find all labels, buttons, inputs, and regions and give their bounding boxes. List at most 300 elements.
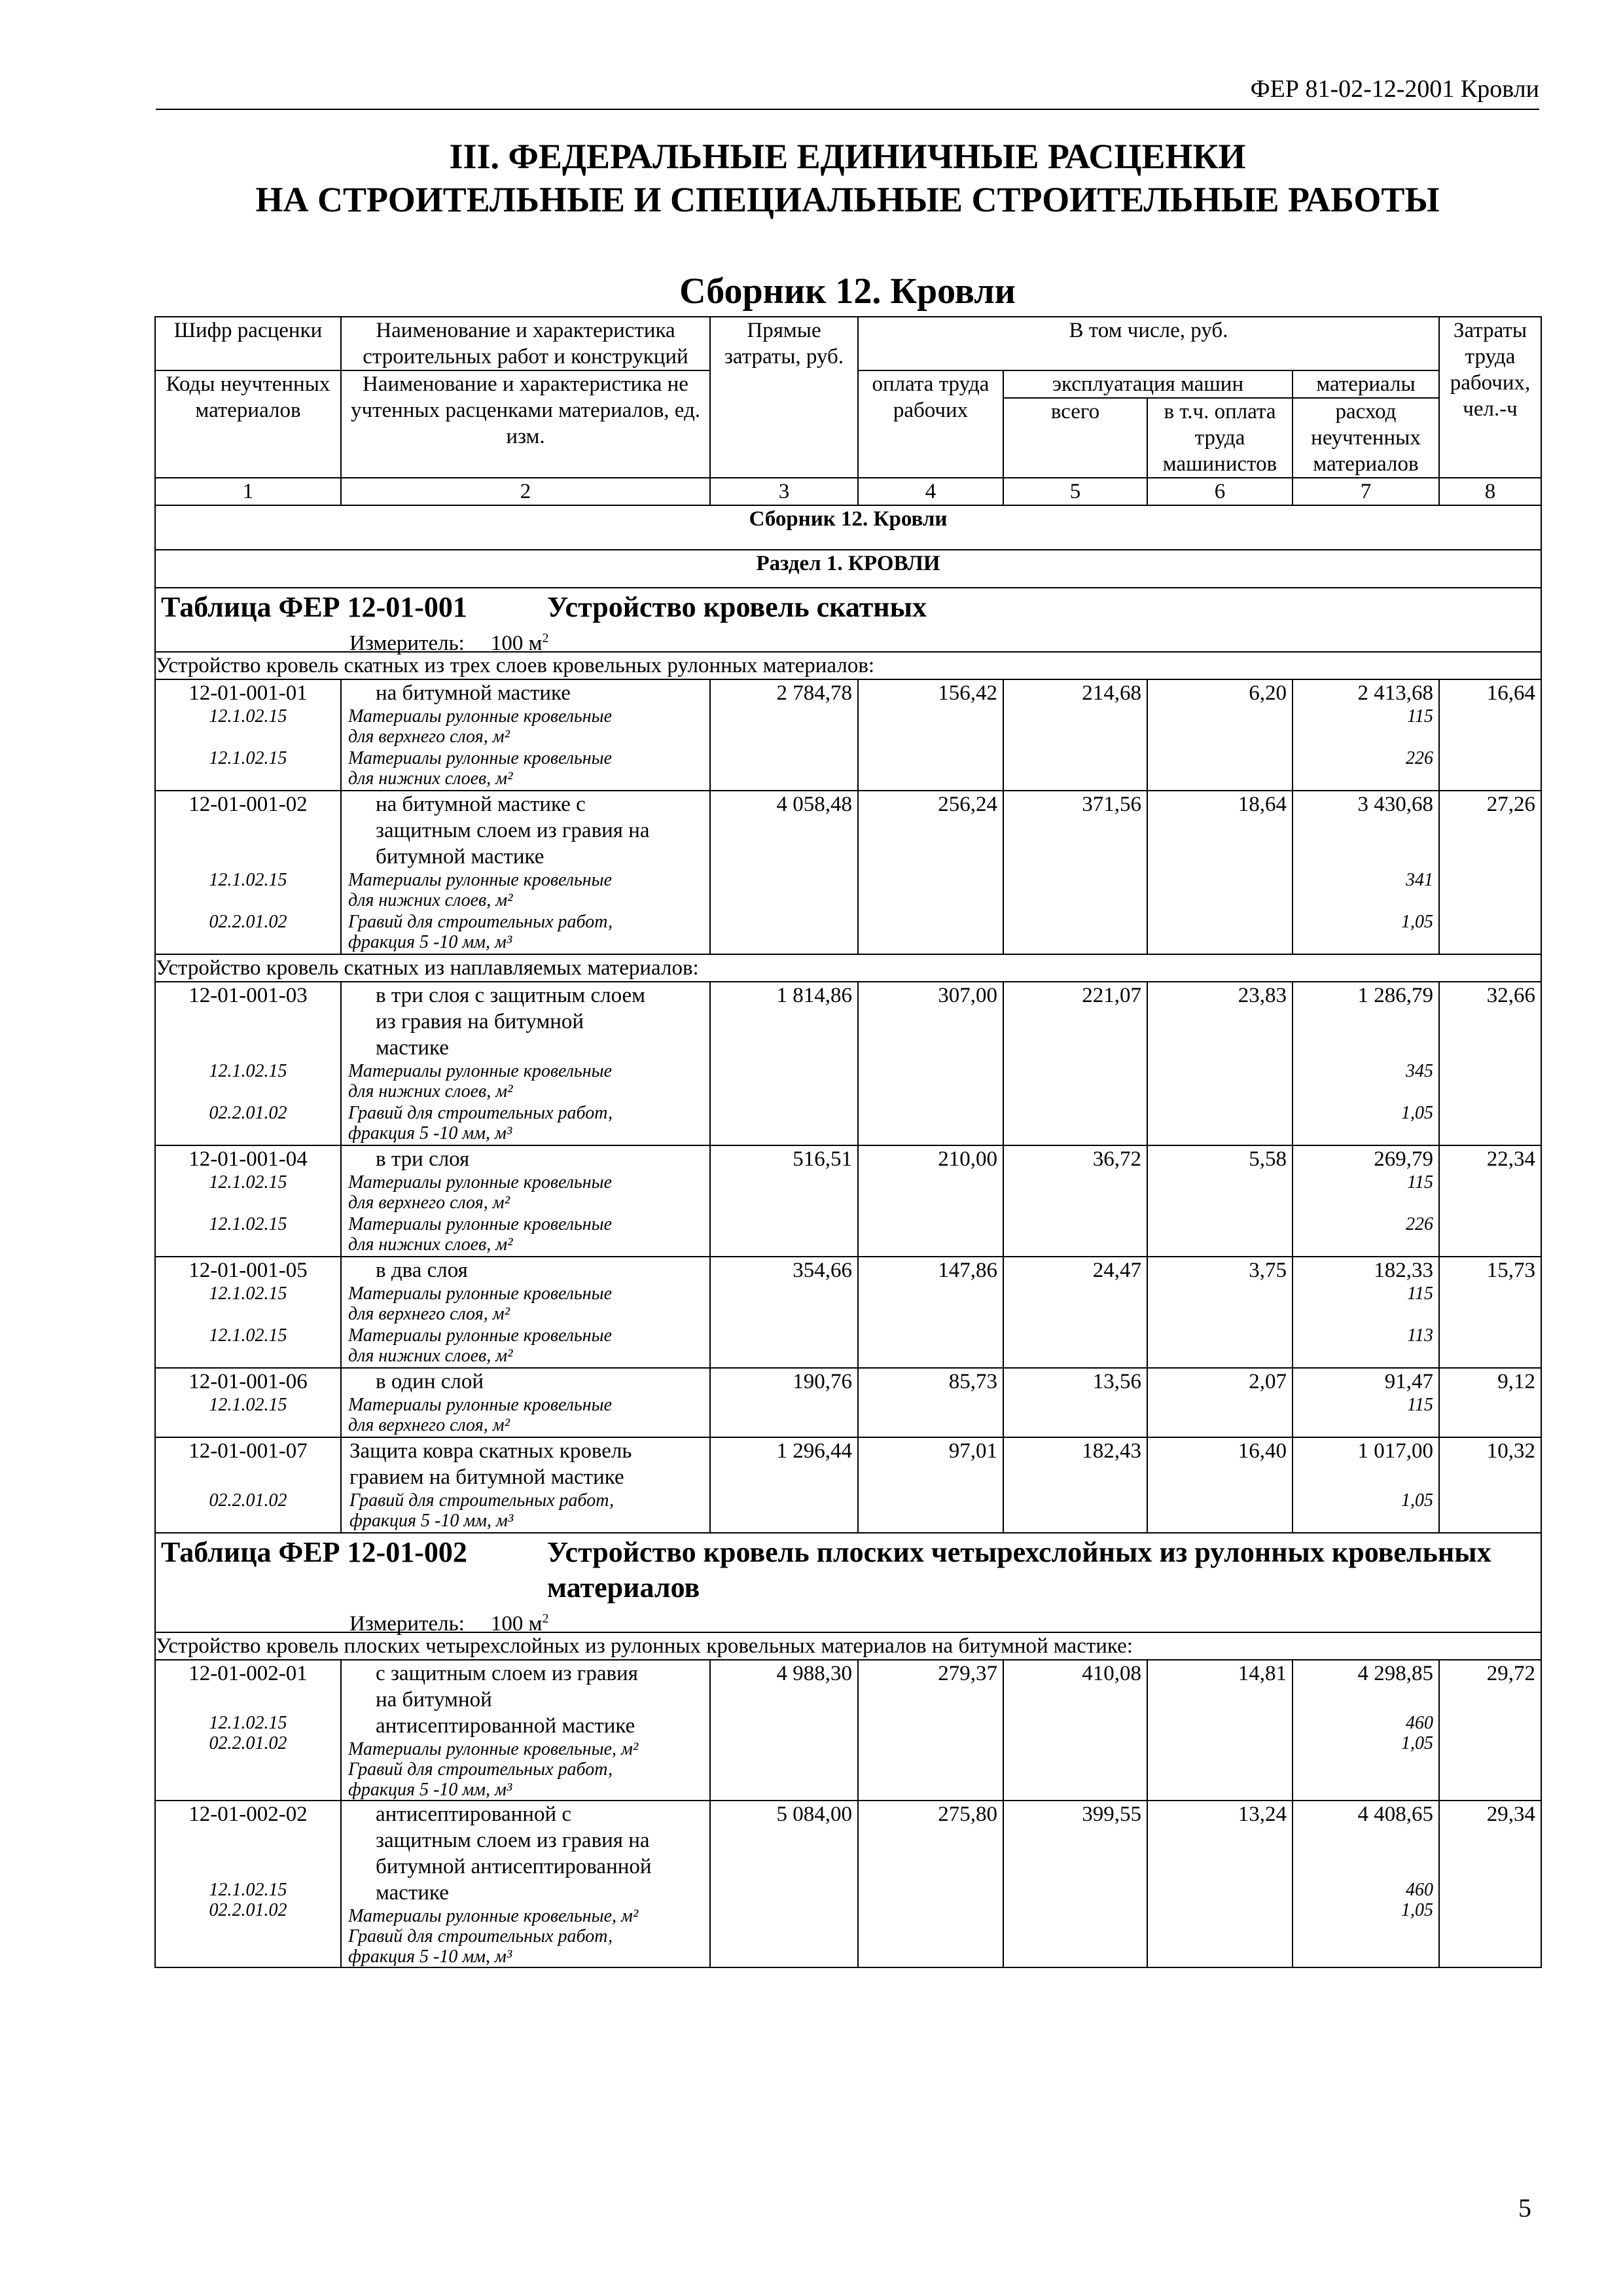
code-cell <box>155 982 341 1145</box>
value-hours <box>1439 1660 1541 1801</box>
rate-code: 12-01-001-06 <box>188 1370 308 1393</box>
group-row <box>155 652 1541 679</box>
header-materials: материалы <box>1293 370 1439 398</box>
value-direct-text: 4 988,30 <box>776 1662 852 1685</box>
value-mach-labor <box>1147 1801 1293 1967</box>
value-direct-text: 354,66 <box>793 1259 852 1282</box>
material-qty: 1,05 <box>1401 912 1434 932</box>
material-qty: 1,05 <box>1401 1733 1434 1753</box>
value-mach-labor <box>1147 1368 1293 1437</box>
name-cell <box>341 982 710 1145</box>
table-id: Таблица ФЕР 12-01-002 <box>161 1536 467 1568</box>
value-direct <box>710 791 858 954</box>
rate-name-line: на битумной мастике <box>376 681 571 705</box>
col-number: 6 <box>1147 478 1293 505</box>
spacer <box>156 844 340 870</box>
material-code: 12.1.02.15 <box>209 748 287 768</box>
value-mach-labor <box>1147 982 1293 1145</box>
value-mach-labor-text: 23,83 <box>1238 984 1287 1007</box>
meter-unit-exponent: 2 <box>542 631 549 645</box>
code-cell <box>155 1660 341 1801</box>
rate-code: 12-01-001-03 <box>188 984 308 1007</box>
rate-name-line: на битумной <box>376 1688 492 1712</box>
value-labor <box>858 1660 1003 1801</box>
value-labor <box>858 1257 1003 1368</box>
value-mat-text: 4 408,65 <box>1357 1803 1434 1826</box>
value-mach <box>1003 1660 1147 1801</box>
header-code2: Коды неучтенных материалов <box>155 370 341 478</box>
value-direct-text: 4 058,48 <box>776 793 852 816</box>
material-name-line: для нижних слоев, м² <box>348 1081 513 1102</box>
material-name-line: Материалы рулонные кровельные <box>348 1395 612 1415</box>
value-labor <box>858 982 1003 1145</box>
value-mach <box>1003 1145 1147 1257</box>
value-mach-text: 13,56 <box>1092 1370 1141 1393</box>
value-hours <box>1439 791 1541 954</box>
value-mat <box>1293 982 1439 1145</box>
material-name-line: фракция 5 -10 мм, м³ <box>348 1780 512 1800</box>
value-mach-labor-text: 14,81 <box>1238 1662 1287 1685</box>
group-title: Устройство кровель скатных из трех слоев кровельных рулонных материалов: <box>155 652 1541 679</box>
rate-code: 12-01-002-02 <box>188 1803 308 1826</box>
value-mat <box>1293 1437 1439 1533</box>
col-number: 5 <box>1003 478 1147 505</box>
value-mat-text: 4 298,85 <box>1357 1662 1434 1685</box>
value-mach-text: 410,08 <box>1082 1662 1141 1685</box>
material-qty: 460 <box>1406 1713 1434 1733</box>
page-number: 5 <box>1518 2193 1531 2223</box>
spacer <box>156 1687 340 1713</box>
value-direct-text: 1 814,86 <box>776 984 852 1007</box>
material-name-line: Материалы рулонные кровельные <box>348 1061 612 1081</box>
value-mat-text: 3 430,68 <box>1357 793 1434 816</box>
value-hours <box>1439 1257 1541 1368</box>
material-qty: 345 <box>1406 1061 1434 1081</box>
value-direct <box>710 679 858 791</box>
value-hours-text: 10,32 <box>1486 1439 1536 1463</box>
rate-code: 12-01-001-04 <box>188 1147 308 1171</box>
value-mach-labor-text: 3,75 <box>1249 1259 1287 1282</box>
material-name-line: для нижних слоев, м² <box>348 768 513 789</box>
material-name-line: Гравий для строительных работ, <box>348 1103 613 1123</box>
material-name-line: для верхнего слоя, м² <box>348 1415 510 1435</box>
col-number: 4 <box>858 478 1003 505</box>
header-name2: Наименование и характеристика не учтенных расценками материалов, ед. изм. <box>341 370 710 478</box>
code-cell <box>155 791 341 954</box>
material-name-line: Материалы рулонные кровельные <box>348 1214 612 1234</box>
value-direct-text: 190,76 <box>793 1370 852 1393</box>
value-mat <box>1293 1257 1439 1368</box>
value-mach-text: 371,56 <box>1082 793 1141 816</box>
value-mat <box>1293 1145 1439 1257</box>
spacer <box>1293 1035 1433 1061</box>
spacer <box>156 1464 340 1490</box>
value-direct <box>710 1368 858 1437</box>
rate-name-line: в три слоя с защитным слоем <box>376 984 646 1007</box>
value-hours-text: 29,34 <box>1486 1803 1536 1826</box>
value-labor-text: 307,00 <box>938 984 997 1007</box>
material-name-line: для верхнего слоя, м² <box>348 1193 510 1213</box>
material-qty: 1,05 <box>1401 1490 1434 1511</box>
spacer <box>1293 1009 1433 1035</box>
material-code: 12.1.02.15 <box>209 1061 287 1081</box>
header-mat-expense: расход неучтенных материалов <box>1293 398 1439 478</box>
value-mach-labor <box>1147 791 1293 954</box>
value-hours-text: 27,26 <box>1486 793 1536 816</box>
meter-value: 100 м <box>490 1612 543 1636</box>
spacer <box>1293 844 1433 870</box>
rate-code: 12-01-001-01 <box>188 681 308 705</box>
value-mach-text: 182,43 <box>1082 1439 1141 1463</box>
material-code: 02.2.01.02 <box>209 1900 287 1920</box>
value-labor-text: 256,24 <box>938 793 997 816</box>
value-mach-labor <box>1147 1437 1293 1533</box>
material-code: 12.1.02.15 <box>209 1713 287 1733</box>
rate-name-line: защитным слоем из гравия на <box>376 1829 650 1852</box>
value-mach-labor <box>1147 1257 1293 1368</box>
material-qty: 341 <box>1406 870 1434 890</box>
column-numbers-row <box>155 478 1541 505</box>
material-qty: 226 <box>1406 1214 1434 1234</box>
material-name-line: фракция 5 -10 мм, м³ <box>348 1946 512 1967</box>
value-direct-text: 516,51 <box>793 1147 852 1171</box>
value-labor <box>858 679 1003 791</box>
material-name <box>349 1490 705 1532</box>
value-mach <box>1003 1257 1147 1368</box>
header-code: Шифр расценки <box>155 317 341 370</box>
value-mach-text: 221,07 <box>1082 984 1141 1007</box>
col-number: 7 <box>1293 478 1439 505</box>
rate-code: 12-01-001-02 <box>188 793 308 816</box>
rate-code: 12-01-001-07 <box>188 1439 308 1463</box>
value-mach-labor <box>1147 1145 1293 1257</box>
material-name-line: Гравий для строительных работ, <box>348 912 613 932</box>
main-title-line-1: III. ФЕДЕРАЛЬНЫЕ ЕДИНИЧНЫЕ РАСЦЕНКИ <box>449 137 1246 176</box>
material-name-line: фракция 5 -10 мм, м³ <box>348 1123 512 1143</box>
col-number: 8 <box>1439 478 1541 505</box>
code-cell <box>155 1257 341 1368</box>
section-row <box>155 550 1541 588</box>
material-name-line: Материалы рулонные кровельные <box>348 706 612 726</box>
material-name <box>348 706 705 748</box>
code-cell <box>155 1145 341 1257</box>
material-name <box>348 748 705 790</box>
material-name-line: фракция 5 -10 мм, м³ <box>349 1511 514 1531</box>
group-title: Устройство кровель скатных из наплавляемых материалов: <box>155 954 1541 982</box>
spacer <box>156 817 340 844</box>
table-name: Устройство кровель плоских четырехслойных из рулонных кровельных материалов <box>547 1536 1491 1604</box>
value-mach-labor <box>1147 1660 1293 1801</box>
material-name-line: Материалы рулонные кровельные <box>348 870 612 890</box>
value-direct <box>710 1145 858 1257</box>
material-qty: 1,05 <box>1401 1900 1434 1920</box>
spacer <box>1293 1827 1433 1854</box>
header-row-1 <box>155 317 1541 370</box>
value-mach-labor-text: 16,40 <box>1238 1439 1287 1463</box>
rates-table <box>154 316 1542 1968</box>
name-cell <box>341 1145 710 1257</box>
material-code: 12.1.02.15 <box>209 1283 287 1304</box>
value-labor-text: 156,42 <box>938 681 997 705</box>
value-mat <box>1293 1660 1439 1801</box>
value-mach-text: 24,47 <box>1092 1259 1141 1282</box>
value-mat-text: 182,33 <box>1374 1259 1434 1282</box>
value-mach-text: 36,72 <box>1092 1147 1141 1171</box>
material-name-line: фракция 5 -10 мм, м³ <box>348 932 512 952</box>
material-name-line: Гравий для строительных работ, <box>349 1490 615 1511</box>
value-direct <box>710 1660 858 1801</box>
rate-name-line: в один слой <box>376 1370 484 1393</box>
material-name <box>348 1214 705 1256</box>
value-mach-labor-text: 6,20 <box>1249 681 1287 705</box>
value-labor <box>858 1145 1003 1257</box>
value-mach-labor-text: 13,24 <box>1238 1803 1287 1826</box>
value-hours <box>1439 1145 1541 1257</box>
value-mat <box>1293 679 1439 791</box>
value-hours-text: 9,12 <box>1497 1370 1536 1393</box>
table-title-row <box>155 1533 1541 1632</box>
value-hours <box>1439 1368 1541 1437</box>
value-direct <box>710 1801 858 1967</box>
table-title-cell <box>155 1533 1541 1636</box>
value-mach-labor-text: 5,58 <box>1249 1147 1287 1171</box>
value-labor-text: 210,00 <box>938 1147 997 1171</box>
value-direct-text: 5 084,00 <box>776 1803 852 1826</box>
table-name: Устройство кровель скатных <box>547 591 927 623</box>
spacer <box>1293 817 1433 844</box>
material-name-line: Материалы рулонные кровельные <box>348 1325 612 1346</box>
value-mat <box>1293 1801 1439 1967</box>
value-direct <box>710 1257 858 1368</box>
value-hours <box>1439 1801 1541 1967</box>
material-code: 12.1.02.15 <box>209 1395 287 1415</box>
value-hours <box>1439 982 1541 1145</box>
header-incl: В том числе, руб. <box>858 317 1439 370</box>
value-labor <box>858 791 1003 954</box>
value-mach-text: 399,55 <box>1082 1803 1141 1826</box>
spacer <box>156 1854 340 1880</box>
rate-name-line: битумной антисептированной <box>376 1855 652 1878</box>
material-name-line: для верхнего слоя, м² <box>348 726 510 747</box>
material-name <box>348 912 705 954</box>
material-name <box>348 1759 705 1800</box>
material-name-line: Материалы рулонные кровельные, м² <box>348 1739 639 1759</box>
header-machines: эксплуатация машин <box>1003 370 1293 398</box>
value-mat <box>1293 1368 1439 1437</box>
group-row <box>155 1632 1541 1660</box>
material-name-line: Материалы рулонные кровельные <box>348 1283 612 1304</box>
value-hours-text: 22,34 <box>1486 1147 1536 1171</box>
meter <box>156 1605 1541 1636</box>
material-name <box>348 870 705 912</box>
main-title-line-2: НА СТРОИТЕЛЬНЫЕ И СПЕЦИАЛЬНЫЕ СТРОИТЕЛЬНЫЕ РАБОТЫ <box>255 180 1440 219</box>
header-name: Наименование и характеристика строительных работ и конструкций <box>341 317 710 370</box>
meter-unit-exponent: 2 <box>542 1611 549 1626</box>
meter-label: Измеритель: <box>349 1612 465 1636</box>
name-cell <box>341 1257 710 1368</box>
value-mat-text: 1 017,00 <box>1357 1439 1434 1463</box>
material-name-line: Гравий для строительных работ, <box>348 1759 613 1780</box>
material-code: 12.1.02.15 <box>209 1880 287 1900</box>
value-mach-labor-text: 2,07 <box>1249 1370 1287 1393</box>
meter-label: Измеритель: <box>349 632 465 655</box>
table-row <box>155 1801 1541 1967</box>
material-name-line: для нижних слоев, м² <box>348 1234 513 1255</box>
value-mach <box>1003 1437 1147 1533</box>
rate-name-line: антисептированной мастике <box>376 1714 635 1738</box>
value-mat-text: 269,79 <box>1374 1147 1434 1171</box>
value-direct <box>710 982 858 1145</box>
material-name <box>348 1395 705 1437</box>
material-name <box>348 1103 705 1145</box>
material-code: 02.2.01.02 <box>209 912 287 932</box>
value-hours-text: 32,66 <box>1486 984 1536 1007</box>
material-name <box>348 1283 705 1325</box>
value-mach <box>1003 791 1147 954</box>
material-qty: 460 <box>1406 1880 1434 1900</box>
material-name-line: Гравий для строительных работ, <box>348 1926 613 1946</box>
collection-title: Сборник 12. Кровли <box>679 271 1016 312</box>
value-labor-text: 85,73 <box>948 1370 997 1393</box>
rate-code: 12-01-002-01 <box>188 1662 308 1685</box>
rate-code: 12-01-001-05 <box>188 1259 308 1282</box>
material-name <box>348 1926 705 1967</box>
value-hours <box>1439 1437 1541 1533</box>
rate-name-line: в два слоя <box>376 1259 468 1282</box>
rate-name-line: Защита ковра скатных кровель <box>349 1439 632 1463</box>
value-mach-labor <box>1147 679 1293 791</box>
value-direct <box>710 1437 858 1533</box>
material-name-line: Материалы рулонные кровельные <box>348 748 612 768</box>
collection-row <box>155 505 1541 550</box>
value-mach <box>1003 679 1147 791</box>
table-title-cell <box>155 588 1541 655</box>
material-qty: 115 <box>1407 1172 1434 1193</box>
rate-name-line: мастике <box>376 1881 449 1905</box>
material-qty: 226 <box>1406 748 1434 768</box>
col-number: 3 <box>710 478 858 505</box>
value-mat <box>1293 791 1439 954</box>
rate-name-line: мастике <box>376 1036 449 1060</box>
header-direct: Прямые затраты, руб. <box>710 317 858 478</box>
value-labor-text: 275,80 <box>938 1803 997 1826</box>
rate-name-line: с защитным слоем из гравия <box>376 1662 638 1685</box>
table-id: Таблица ФЕР 12-01-001 <box>161 591 467 623</box>
spacer <box>156 1035 340 1061</box>
value-mach <box>1003 1368 1147 1437</box>
material-qty: 113 <box>1407 1325 1434 1346</box>
table-row <box>155 1145 1541 1257</box>
rate-name-line: на битумной мастике с <box>376 793 586 816</box>
name-cell <box>341 1437 710 1533</box>
table-row <box>155 1660 1541 1801</box>
spacer <box>1293 1687 1433 1713</box>
material-code: 12.1.02.15 <box>209 870 287 890</box>
value-labor-text: 97,01 <box>948 1439 997 1463</box>
value-hours-text: 16,64 <box>1486 681 1536 705</box>
table-title <box>156 1534 1541 1605</box>
header-labor-cost: Затраты труда рабочих, чел.-ч <box>1439 317 1541 478</box>
name-cell <box>341 679 710 791</box>
material-name-line: Материалы рулонные кровельные <box>348 1172 612 1193</box>
table-row <box>155 791 1541 954</box>
material-qty: 115 <box>1407 1283 1434 1304</box>
name-cell <box>341 791 710 954</box>
spacer <box>156 1009 340 1035</box>
header-labor-pay: оплата труда рабочих <box>858 370 1003 478</box>
rate-name-line: из гравия на битумной <box>376 1010 584 1033</box>
material-name <box>348 1325 705 1367</box>
rate-name-line: гравием на битумной мастике <box>349 1465 624 1489</box>
rate-name-line: защитным слоем из гравия на <box>376 819 650 842</box>
value-labor-text: 279,37 <box>938 1662 997 1685</box>
material-name <box>348 1906 705 1926</box>
code-cell <box>155 1437 341 1533</box>
rate-name-line: битумной мастике <box>376 845 544 869</box>
rate-name-line: антисептированной с <box>376 1803 571 1826</box>
page-header: ФЕР 81-02-12-2001 Кровли <box>156 73 1539 110</box>
name-cell <box>341 1801 710 1967</box>
material-code: 12.1.02.15 <box>209 1214 287 1234</box>
value-mach <box>1003 1801 1147 1967</box>
material-qty: 1,05 <box>1401 1103 1434 1123</box>
table-row <box>155 982 1541 1145</box>
spacer <box>1293 1854 1433 1880</box>
material-code: 02.2.01.02 <box>209 1490 287 1511</box>
value-mach-text: 214,68 <box>1082 681 1141 705</box>
table-row <box>155 1437 1541 1533</box>
spacer <box>156 1827 340 1854</box>
value-hours-text: 15,73 <box>1486 1259 1536 1282</box>
material-code: 02.2.01.02 <box>209 1103 287 1123</box>
spacer <box>1293 1464 1433 1490</box>
value-direct-text: 2 784,78 <box>776 681 852 705</box>
code-cell <box>155 1368 341 1437</box>
group-title: Устройство кровель плоских четырехслойных из рулонных кровельных материалов на битумной мастике: <box>155 1632 1541 1660</box>
material-name-line: для нижних слоев, м² <box>348 1346 513 1366</box>
material-code: 12.1.02.15 <box>209 1325 287 1346</box>
material-code: 02.2.01.02 <box>209 1733 287 1753</box>
col-number: 1 <box>155 478 341 505</box>
main-title <box>156 135 1539 221</box>
material-name-line: для нижних слоев, м² <box>348 890 513 910</box>
value-direct-text: 1 296,44 <box>776 1439 852 1463</box>
header-mach-total: всего <box>1003 398 1147 478</box>
material-name <box>348 1172 705 1214</box>
meter <box>156 625 1541 655</box>
material-name-line: для верхнего слоя, м² <box>348 1304 510 1324</box>
value-labor <box>858 1437 1003 1533</box>
material-name <box>348 1061 705 1103</box>
material-code: 12.1.02.15 <box>209 1172 287 1193</box>
meter-value: 100 м <box>490 632 543 655</box>
header-mach-labor: в т.ч. оплата труда машинистов <box>1147 398 1293 478</box>
section-heading: Раздел 1. КРОВЛИ <box>155 550 1541 588</box>
code-cell <box>155 1801 341 1967</box>
value-mat-text: 91,47 <box>1384 1370 1434 1393</box>
value-labor <box>858 1801 1003 1967</box>
material-qty: 115 <box>1407 706 1434 726</box>
material-name-line: Материалы рулонные кровельные, м² <box>348 1906 639 1926</box>
material-name <box>348 1739 705 1759</box>
rate-name-line: в три слоя <box>376 1147 470 1171</box>
table-row <box>155 1368 1541 1437</box>
material-code: 12.1.02.15 <box>209 706 287 726</box>
value-hours-text: 29,72 <box>1486 1662 1536 1685</box>
material-qty: 115 <box>1407 1395 1434 1415</box>
value-hours <box>1439 679 1541 791</box>
value-mach <box>1003 982 1147 1145</box>
